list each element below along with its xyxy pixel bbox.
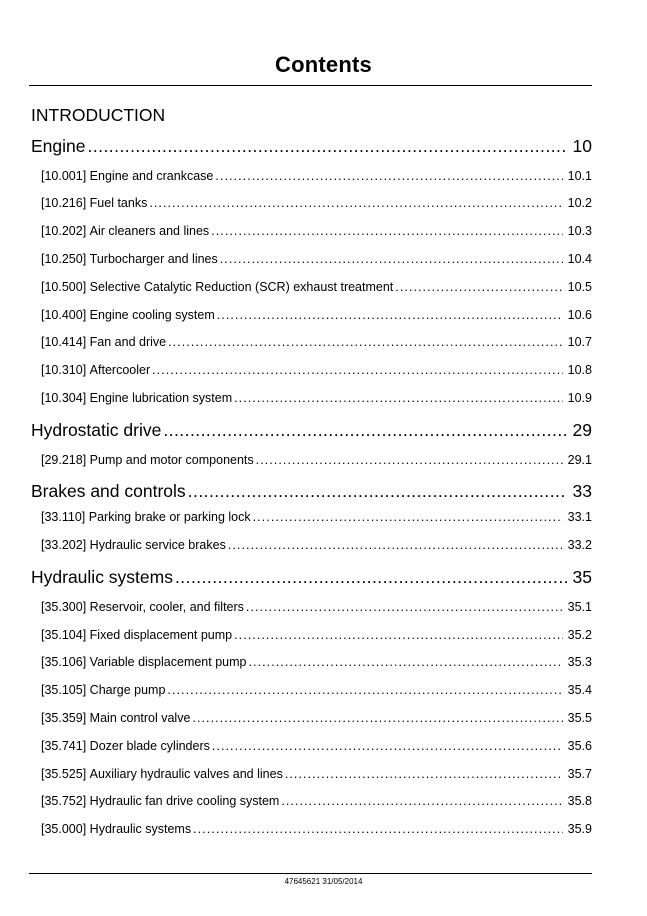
entry-page: 35.4 — [567, 683, 592, 697]
entry-code: [35.104] — [41, 628, 87, 642]
entry-text: Charge pump — [89, 683, 166, 697]
entry-page: 10.7 — [567, 335, 592, 349]
entry-page: 35.6 — [567, 739, 592, 753]
entry-page: 10.6 — [567, 308, 592, 322]
footer-doc-id: 47645621 31/05/2014 — [284, 877, 363, 886]
toc-section-brakes-and-controls[interactable] — [31, 481, 592, 503]
entry-text: Fan and drive — [89, 335, 167, 349]
entry-code: [35.359] — [41, 711, 87, 725]
entry-page: 35.8 — [567, 794, 592, 808]
entry-code: [35.106] — [41, 655, 87, 669]
entry-text: Engine and crankcase — [89, 169, 214, 183]
entry-text: Turbocharger and lines — [89, 252, 218, 266]
entry-text: Engine cooling system — [89, 308, 215, 322]
entry-text: Selective Catalytic Reduction (SCR) exhaust treatment — [89, 280, 394, 294]
entry-page: 10.5 — [567, 280, 592, 294]
dot-leader — [188, 481, 567, 502]
toc-entry[interactable] — [41, 794, 592, 810]
toc-entry[interactable] — [41, 335, 592, 351]
entry-text: Hydraulic service brakes — [89, 538, 226, 552]
dot-leader — [246, 600, 563, 614]
toc-section-hydraulic-systems[interactable] — [31, 567, 592, 589]
dot-leader — [395, 280, 562, 294]
dot-leader — [168, 335, 563, 349]
page-title: Contents — [275, 52, 372, 77]
entry-text: Hydraulic fan drive cooling system — [89, 794, 280, 808]
entry-page: 10.9 — [567, 391, 592, 405]
toc-entry[interactable] — [41, 711, 592, 727]
dot-leader — [167, 683, 562, 697]
dot-leader — [149, 196, 562, 210]
toc-entry[interactable] — [41, 600, 592, 616]
dot-leader — [215, 169, 562, 183]
entry-page: 10.4 — [567, 252, 592, 266]
toc-entry[interactable] — [41, 169, 592, 185]
toc-entry[interactable] — [41, 453, 592, 469]
dot-leader — [217, 308, 563, 322]
dot-leader — [234, 391, 563, 405]
entry-code: [10.304] — [41, 391, 87, 405]
section-title: Hydrostatic drive — [31, 420, 162, 440]
entry-page: 35.7 — [567, 767, 592, 781]
toc-entry[interactable] — [41, 391, 592, 407]
intro-heading: INTRODUCTION — [31, 105, 166, 125]
entry-code: [10.202] — [41, 224, 87, 238]
header-rule — [29, 85, 592, 86]
entry-text: Fixed displacement pump — [89, 628, 233, 642]
toc-section-hydrostatic-drive[interactable] — [31, 420, 592, 442]
dot-leader — [163, 420, 566, 441]
toc-entry[interactable] — [41, 252, 592, 268]
dot-leader — [88, 136, 567, 157]
dot-leader — [256, 453, 563, 467]
toc-section-engine[interactable] — [31, 136, 592, 158]
dot-leader — [211, 224, 562, 238]
dot-leader — [234, 628, 563, 642]
entry-code: [10.500] — [41, 280, 87, 294]
toc-entry[interactable] — [41, 308, 592, 324]
entry-text: Air cleaners and lines — [89, 224, 210, 238]
entry-code: [33.110] — [41, 510, 86, 524]
dot-leader — [193, 822, 563, 836]
entry-page: 10.3 — [567, 224, 592, 238]
toc-entry[interactable] — [41, 510, 592, 526]
entry-code: [10.001] — [41, 169, 87, 183]
dot-leader — [253, 510, 563, 524]
dot-leader — [228, 538, 563, 552]
dot-leader — [152, 363, 563, 377]
entry-text: Reservoir, cooler, and filters — [89, 600, 244, 614]
toc-entry[interactable] — [41, 363, 592, 379]
entry-text: Auxiliary hydraulic valves and lines — [89, 767, 283, 781]
dot-leader — [175, 567, 567, 588]
section-title: Brakes and controls — [31, 481, 186, 501]
section-page: 29 — [572, 420, 592, 440]
entry-code: [35.752] — [41, 794, 87, 808]
entry-code: [10.310] — [41, 363, 87, 377]
entry-code: [35.105] — [41, 683, 87, 697]
entry-text: Parking brake or parking lock — [88, 510, 251, 524]
entry-page: 29.1 — [567, 453, 592, 467]
dot-leader — [212, 739, 563, 753]
toc-entry[interactable] — [41, 280, 592, 296]
entry-page: 35.5 — [567, 711, 592, 725]
entry-text: Dozer blade cylinders — [89, 739, 210, 753]
entry-text: Variable displacement pump — [89, 655, 247, 669]
entry-code: [10.216] — [41, 196, 87, 210]
dot-leader — [248, 655, 562, 669]
entry-page: 33.2 — [567, 538, 592, 552]
entry-code: [10.400] — [41, 308, 87, 322]
entry-code: [35.741] — [41, 739, 87, 753]
section-title: Engine — [31, 136, 86, 156]
entry-page: 10.1 — [567, 169, 592, 183]
toc-entry[interactable] — [41, 683, 592, 699]
toc-entry[interactable] — [41, 767, 592, 783]
entry-code: [10.414] — [41, 335, 87, 349]
section-page: 35 — [572, 567, 592, 587]
entry-code: [35.000] — [41, 822, 87, 836]
entry-code: [33.202] — [41, 538, 87, 552]
entry-code: [35.300] — [41, 600, 87, 614]
dot-leader — [285, 767, 563, 781]
entry-text: Pump and motor components — [89, 453, 254, 467]
entry-code: [29.218] — [41, 453, 87, 467]
entry-text: Aftercooler — [89, 363, 151, 377]
entry-page: 35.3 — [567, 655, 592, 669]
entry-code: [10.250] — [41, 252, 87, 266]
section-title: Hydraulic systems — [31, 567, 173, 587]
dot-leader — [192, 711, 562, 725]
entry-page: 35.2 — [567, 628, 592, 642]
section-page: 33 — [572, 481, 592, 501]
toc-entry[interactable] — [41, 822, 592, 838]
dot-leader — [220, 252, 563, 266]
entry-text: Engine lubrication system — [89, 391, 233, 405]
section-page: 10 — [572, 136, 592, 156]
entry-page: 10.8 — [567, 363, 592, 377]
entry-code: [35.525] — [41, 767, 87, 781]
toc-entry[interactable] — [41, 196, 592, 212]
entry-page: 35.1 — [567, 600, 592, 614]
dot-leader — [281, 794, 562, 808]
entry-page: 35.9 — [567, 822, 592, 836]
toc-entry[interactable] — [41, 628, 592, 644]
entry-text: Hydraulic systems — [89, 822, 192, 836]
toc-entry[interactable] — [41, 224, 592, 240]
entry-text: Main control valve — [89, 711, 191, 725]
toc-entry[interactable] — [41, 538, 592, 554]
entry-page: 10.2 — [567, 196, 592, 210]
toc-entry[interactable] — [41, 655, 592, 671]
entry-page: 33.1 — [567, 510, 592, 524]
entry-text: Fuel tanks — [89, 196, 148, 210]
toc-entry[interactable] — [41, 739, 592, 755]
footer-rule — [29, 873, 592, 874]
